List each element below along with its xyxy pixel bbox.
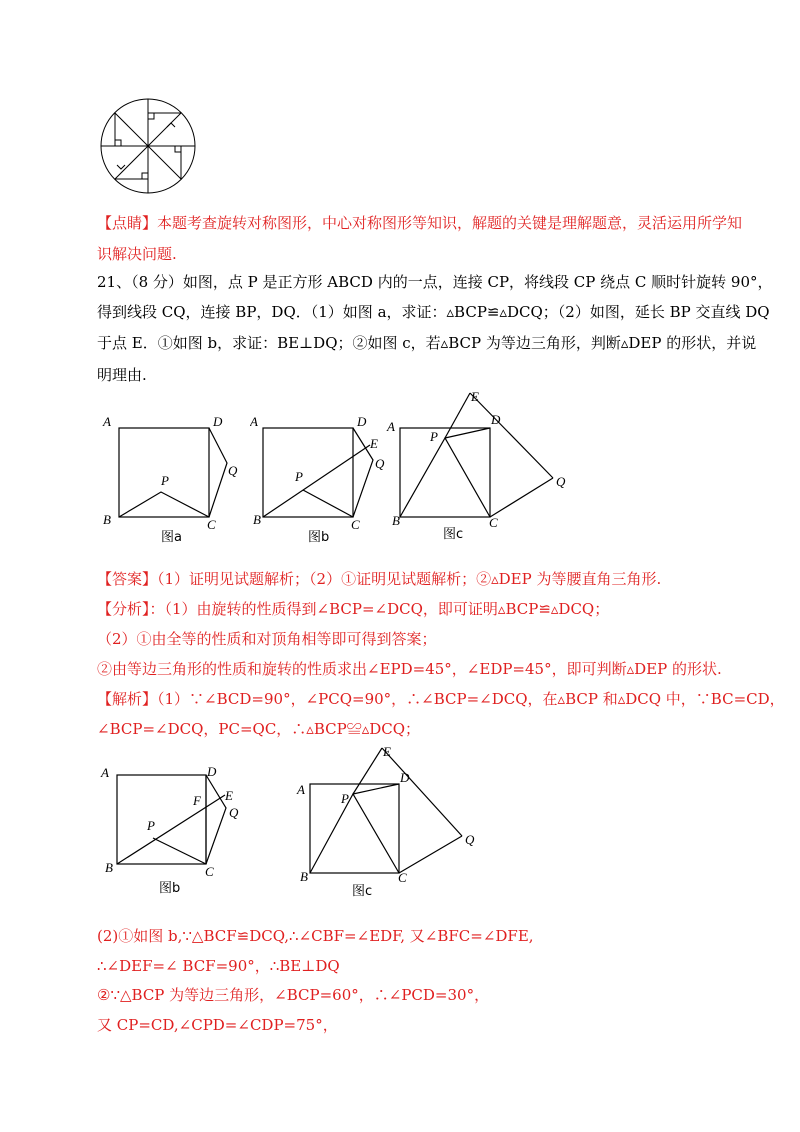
- fig-b-label-E: E: [370, 436, 378, 451]
- solution-line-1: 【解析】（1）∵∠BCD=90°，∠PCQ=90°，∴∠BCP=∠DCQ，在▵BCP 和▵DCQ 中，∵BC=CD，: [97, 690, 785, 708]
- figc2-label-P: P: [341, 791, 349, 806]
- fig-b-label-C: C: [351, 517, 360, 532]
- solution-line-2: ∠BCP=∠DCQ，PC=QC，∴▵BCP≌▵DCQ；: [97, 720, 421, 738]
- fig-b-caption: 图b: [308, 530, 330, 545]
- figb2-label-E: E: [225, 788, 233, 803]
- figc2-label-A: A: [297, 782, 305, 797]
- figure-b-bottom: [95, 758, 255, 898]
- fig-c-label-Q: Q: [556, 474, 566, 489]
- fig-c-label-P: P: [430, 429, 438, 444]
- figc2-label-E: E: [383, 744, 391, 759]
- figure-b-top: [250, 405, 395, 545]
- fig-b-label-B: B: [253, 512, 261, 527]
- analysis-line-2: （2）①由全等的性质和对顶角相等即可得到答案；: [97, 630, 437, 648]
- fig-b-label-Q: Q: [375, 456, 385, 471]
- fig-a-label-Q: Q: [228, 463, 238, 478]
- figc2-label-D: D: [400, 770, 410, 785]
- problem-line-2: 得到线段 CQ，连接 BP，DQ．（1）如图 a，求证：▵BCP≌▵DCQ；（2）如图，延长 BP 交直线 DQ: [97, 303, 770, 321]
- fig-b-label-P: P: [295, 469, 303, 484]
- fig-b-label-A: A: [250, 414, 258, 429]
- fig-c-label-D: D: [491, 412, 501, 427]
- fig-c-label-E: E: [471, 389, 479, 404]
- analysis-line-1: 【分析】：（1）由旋转的性质得到∠BCP=∠DCQ，即可证明▵BCP≌▵DCQ；: [97, 600, 610, 618]
- part2-line-4: 又 CP=CD,∠CPD=∠CDP=75°，: [97, 1016, 338, 1034]
- answer-line-1: 【答案】（1）证明见试题解析；（2）①证明见试题解析；②▵DEP 为等腰直角三角形.: [97, 570, 662, 588]
- figb2-label-B: B: [105, 860, 113, 875]
- figc2-caption: 图c: [352, 884, 373, 899]
- figb2-label-F: F: [193, 793, 201, 808]
- fig-a-caption: 图a: [161, 530, 182, 545]
- problem-line-1: 21、（8 分）如图，点 P 是正方形 ABCD 内的一点，连接 CP，将线段 CP 绕点 C 顺时针旋转 90°，: [97, 273, 773, 291]
- fig-a-label-D: D: [213, 414, 223, 429]
- part2-line-2: ∴∠DEF=∠ BCF=90°，∴BE⊥DQ: [97, 957, 340, 975]
- figure-a-top: [100, 405, 245, 545]
- figb2-label-P: P: [147, 818, 155, 833]
- fig-a-label-P: P: [161, 473, 169, 488]
- fig-a-label-A: A: [103, 414, 111, 429]
- problem-line-3: 于点 E．①如图 b，求证：BE⊥DQ；②如图 c，若▵BCP 为等边三角形，判断▵DEP 的形状，并说: [97, 334, 757, 352]
- fig-a-label-B: B: [103, 512, 111, 527]
- figb2-label-A: A: [101, 765, 109, 780]
- analysis-line-3: ②由等边三角形的性质和旋转的性质求出∠EPD=45°，∠EDP=45°，即可判断▵DEP 的形状.: [97, 660, 722, 678]
- figb2-label-Q: Q: [229, 805, 239, 820]
- figc2-label-C: C: [398, 870, 407, 885]
- part2-line-3: ②∵△BCP 为等边三角形，∠BCP=60°，∴∠PCD=30°，: [97, 986, 490, 1004]
- figc2-label-Q: Q: [465, 832, 475, 847]
- part2-line-1: (2)①如图 b,∵△BCF≌DCQ,∴∠CBF=∠EDF, 又∠BFC=∠DFE,: [97, 927, 534, 945]
- figc2-label-B: B: [300, 869, 308, 884]
- figb2-label-C: C: [205, 864, 214, 879]
- dianjing-line-2: 识解决问题.: [97, 245, 177, 263]
- figure-c-bottom: [290, 742, 490, 902]
- fig-b-label-D: D: [357, 414, 367, 429]
- rotation-circle-figure: [95, 96, 205, 196]
- figb2-label-D: D: [207, 764, 217, 779]
- problem-line-4: 明理由.: [97, 366, 147, 384]
- fig-c-label-B: B: [392, 513, 400, 528]
- figb2-caption: 图b: [159, 881, 181, 896]
- dianjing-line-1: 【点睛】本题考查旋转对称图形，中心对称图形等知识，解题的关键是理解题意，灵活运用所学知: [97, 214, 743, 232]
- fig-c-label-A: A: [387, 419, 395, 434]
- fig-c-caption: 图c: [443, 527, 464, 542]
- figure-c-top: [385, 385, 575, 545]
- fig-c-label-C: C: [489, 515, 498, 530]
- fig-a-label-C: C: [207, 517, 216, 532]
